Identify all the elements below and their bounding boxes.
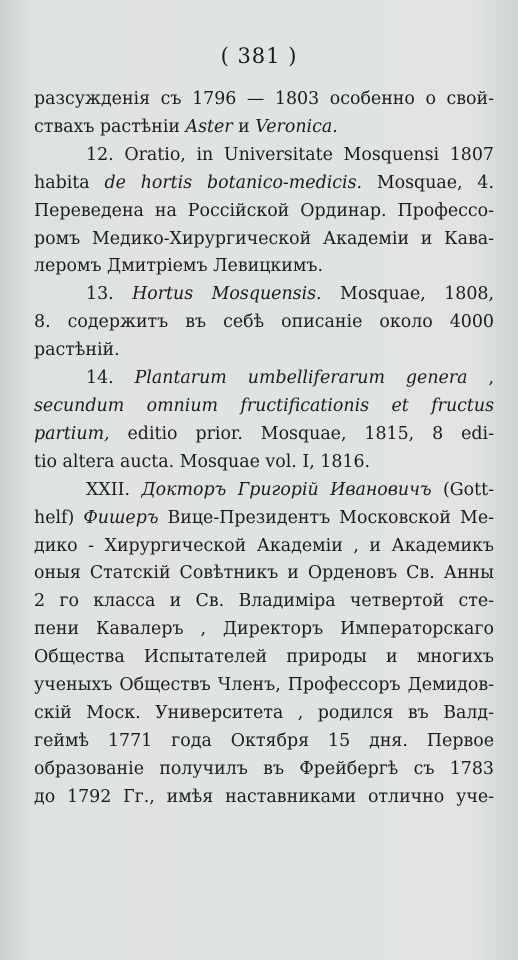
text-run: дико - Хирургической Академіи , и Академикъ xyxy=(34,535,494,556)
text-line xyxy=(34,756,494,784)
text-line xyxy=(34,421,494,449)
paragraph-cont xyxy=(34,86,494,142)
text-run: Общества Испытателей природы и многихъ xyxy=(34,647,494,668)
italic-run: secundum omnium fructificationis et fructus xyxy=(34,395,494,416)
italic-run: Фишеръ xyxy=(83,507,159,528)
text-line xyxy=(34,728,494,756)
italic-run: de hortis botanico-medicis. xyxy=(104,172,363,193)
paragraph-item-12 xyxy=(34,142,494,282)
italic-run: Veronica. xyxy=(255,116,338,137)
text-run: helf) xyxy=(34,507,84,528)
text-run: образованіе получилъ въ Фрейбергѣ съ 1783 xyxy=(34,758,494,779)
text-run: 14. xyxy=(86,368,135,389)
text-line xyxy=(34,170,494,198)
text-line xyxy=(34,644,494,672)
text-line xyxy=(34,365,494,393)
text-line xyxy=(34,281,494,309)
text-run: 12. Oratio, in Universitate Mosquensi 1807 xyxy=(86,144,494,165)
italic-run: partium, xyxy=(34,423,110,444)
text-line xyxy=(34,253,494,281)
text-line xyxy=(34,337,494,365)
paragraph-item-22 xyxy=(34,477,494,812)
text-run: скій Моск. Университета , родился въ Валд- xyxy=(34,702,494,723)
text-line xyxy=(34,449,494,477)
italic-run: Aster xyxy=(185,116,233,137)
text-run: tio altera aucta. Mosquae vol. I, 1816. xyxy=(34,451,371,472)
paragraph-item-13 xyxy=(34,281,494,365)
text-run: леромъ Дмитріемъ Левицкимъ. xyxy=(34,256,323,277)
text-run: растѣній. xyxy=(34,340,120,361)
text-line xyxy=(34,142,494,170)
text-run: , xyxy=(467,368,494,389)
text-run: editio prior. Mosquae, 1815, 8 edi- xyxy=(109,423,494,444)
text-run: ромъ Медико-Хирургической Академіи и Кава- xyxy=(34,228,494,249)
text-run: habita xyxy=(34,172,105,193)
text-run: пени Кавалеръ , Директоръ Императорскаго xyxy=(34,619,494,640)
text-run: Mosquae, 4. xyxy=(362,172,494,193)
text-run: XXII. xyxy=(86,479,142,500)
text-run: (Gott- xyxy=(431,479,495,500)
paragraph-item-14 xyxy=(34,365,494,477)
text-run: Mosquae, 1808, xyxy=(321,284,494,305)
text-line xyxy=(34,393,494,421)
text-run: до 1792 Гг., имѣя наставниками отлично уче- xyxy=(34,786,494,807)
text-run: ствахъ растѣніи xyxy=(34,116,186,137)
text-line xyxy=(34,672,494,700)
text-line xyxy=(34,784,494,812)
text-line xyxy=(34,616,494,644)
italic-run: Hortus Mosquensis. xyxy=(132,284,322,305)
italic-run: Докторъ Григорій Ивановичъ xyxy=(141,479,432,500)
text-run: Вице-Президентъ Московской Ме- xyxy=(158,507,494,528)
text-line xyxy=(34,505,494,533)
text-run: 2 го класса и Св. Владиміра четвертой сте- xyxy=(34,591,494,612)
italic-run: Plantarum umbelliferarum genera xyxy=(134,368,468,389)
text-line xyxy=(34,700,494,728)
text-line xyxy=(34,533,494,561)
page-text xyxy=(34,86,494,812)
text-run: 13. xyxy=(86,284,133,305)
text-line xyxy=(34,309,494,337)
text-run: геймѣ 1771 года Октября 15 дня. Первое xyxy=(34,730,494,751)
text-run: и xyxy=(232,116,256,137)
text-line xyxy=(34,226,494,254)
text-run: ученыхъ Обществъ Членъ, Профессоръ Демидов- xyxy=(34,675,494,696)
text-run: разсужденія съ 1796 — 1803 особенно о свой- xyxy=(34,89,494,109)
text-run: оныя Статскій Совѣтникъ и Орденовъ Св. Анны xyxy=(34,563,494,584)
text-line xyxy=(34,588,494,616)
text-line xyxy=(34,198,494,226)
text-line xyxy=(34,477,494,505)
page-number: ( 381 ) xyxy=(220,44,298,68)
text-run: 8. содержитъ въ себѣ описаніе около 4000 xyxy=(34,312,494,333)
text-line xyxy=(34,560,494,588)
text-line xyxy=(34,114,494,142)
text-line xyxy=(34,86,494,114)
text-run: Переведена на Россійской Ординар. Профессо- xyxy=(34,200,494,221)
